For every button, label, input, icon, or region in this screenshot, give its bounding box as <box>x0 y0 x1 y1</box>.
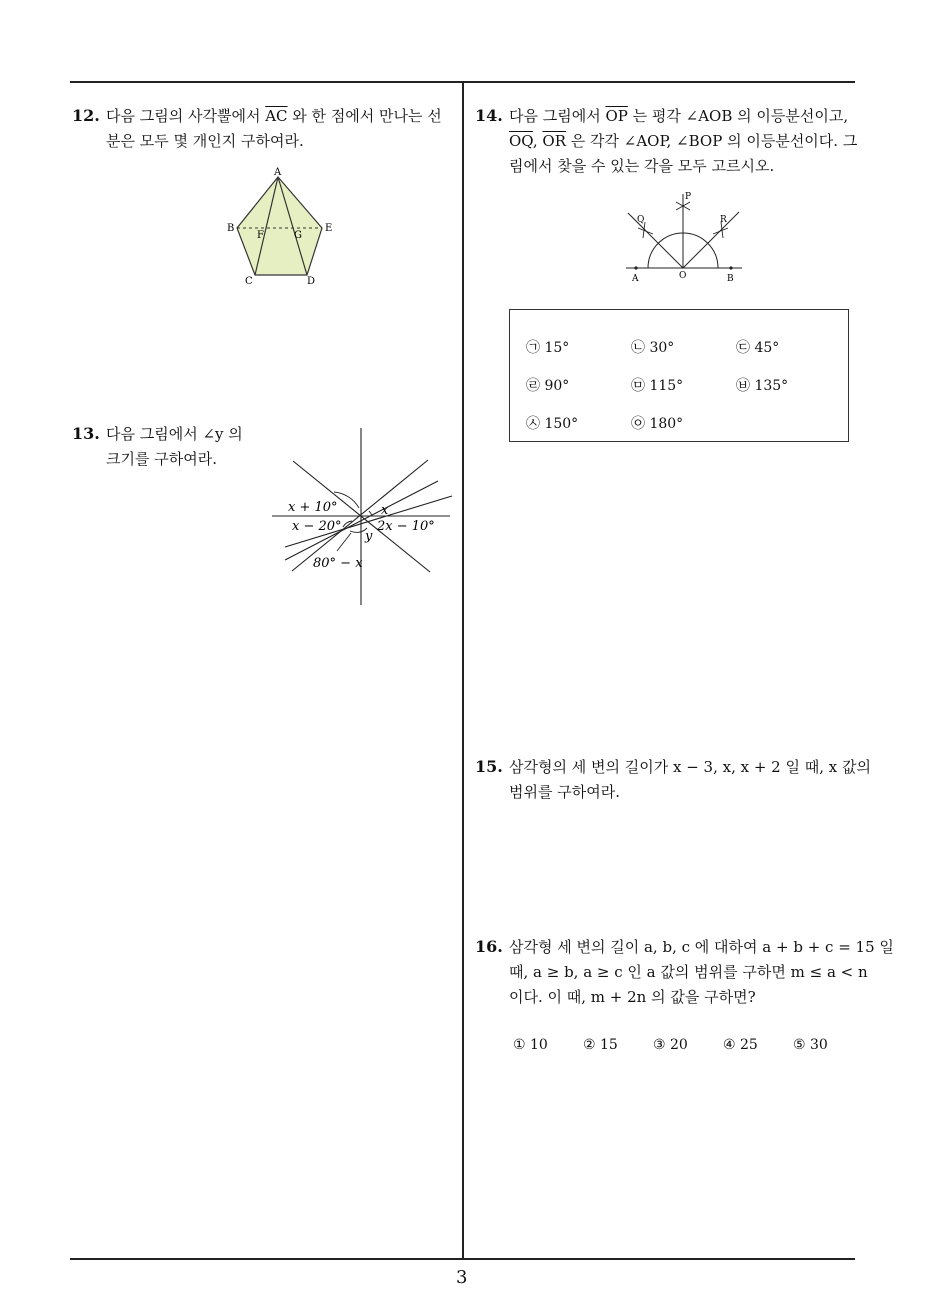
label-p: P <box>685 192 692 202</box>
label-x-minus-20: x − 20° <box>292 519 342 534</box>
question-14-number: 14. <box>475 106 503 125</box>
question-15-text <box>509 755 871 805</box>
label-c: C <box>245 276 253 287</box>
label-x-plus-10: x + 10° <box>288 500 338 515</box>
page-number: 3 <box>456 1267 468 1288</box>
label-y: y <box>365 529 373 544</box>
label-80-minus-x: 80° − x <box>313 556 363 571</box>
question-16-text <box>509 935 894 1010</box>
q14-choice-7: ㉦ 150° <box>526 416 579 432</box>
q14-choice-4: ㉣ 90° <box>526 378 570 394</box>
q16-line-1: 삼각형 세 변의 길이 a, b, c 에 대하여 a + b + c = 15 일 <box>509 938 894 956</box>
label-2x-minus-10: 2x − 10° <box>377 519 435 534</box>
q14-choice-6: ㉥ 135° <box>736 378 789 394</box>
label-r: R <box>720 215 727 225</box>
q12-text-b: 와 한 점에서 만나는 선 <box>287 107 442 125</box>
q14-choice-5: ㉤ 115° <box>631 378 684 394</box>
label-e: E <box>325 223 333 234</box>
q14-segment-oq: $\overline{OQ}$ <box>509 132 533 150</box>
point-a <box>634 266 637 269</box>
q14-text-2b: 은 각각 ∠AOP, ∠BOP 의 이등분선이다. 그 <box>566 132 858 150</box>
q16-choice-2: ② 15 <box>583 1037 618 1053</box>
q14-choice-8: ㉧ 180° <box>631 416 684 432</box>
q14-segment-op: $\overline{OP}$ <box>605 107 628 125</box>
q14-text-1a: 다음 그림에서 <box>509 107 606 125</box>
label-a: A <box>632 274 639 284</box>
q14-choice-2: ㉡ 30° <box>631 340 675 356</box>
label-o: O <box>679 271 687 281</box>
question-15-number: 15. <box>475 757 503 776</box>
q14-choice-1: ㉠ 15° <box>526 340 570 356</box>
q16-line-3: 이다. 이 때, m + 2n 의 값을 구하면? <box>509 988 756 1006</box>
q13-line-1: 다음 그림에서 ∠y 의 <box>106 425 243 443</box>
label-a: A <box>274 167 282 178</box>
q13-line-2: 크기를 구하여라. <box>106 450 217 468</box>
q16-choice-3: ③ 20 <box>653 1037 688 1053</box>
q14-segment-or: $\overline{OR}$ <box>542 132 566 150</box>
q14-line-3: 림에서 찾을 수 있는 각을 모두 고르시오. <box>509 157 775 175</box>
q16-choice-1: ① 10 <box>513 1037 548 1053</box>
label-b: B <box>227 223 235 234</box>
label-f: F <box>257 230 264 241</box>
q12-text-a: 다음 그림의 사각뿔에서 <box>106 107 266 125</box>
q14-sep: , <box>532 132 543 150</box>
q14-choice-3: ㉢ 45° <box>736 340 780 356</box>
label-d: D <box>307 276 316 287</box>
q16-line-2: 때, a ≥ b, a ≥ c 인 a 값의 범위를 구하면 m ≤ a < n <box>509 963 868 981</box>
q12-line-2: 분은 모두 몇 개인지 구하여라. <box>106 132 304 150</box>
label-g: G <box>294 230 302 241</box>
question-16-number: 16. <box>475 937 503 956</box>
question-12-number: 12. <box>72 106 100 125</box>
point-b <box>729 266 732 269</box>
label-b: B <box>727 274 734 284</box>
question-13-number: 13. <box>72 424 100 443</box>
q16-choice-4: ④ 25 <box>723 1037 758 1053</box>
label-q: Q <box>637 215 645 225</box>
q14-text-1b: 는 평각 ∠AOB 의 이등분선이고, <box>627 107 849 125</box>
label-x: x <box>381 503 389 518</box>
ray-or <box>683 212 739 268</box>
q16-choice-5: ⑤ 30 <box>793 1037 828 1053</box>
q15-line-1: 삼각형의 세 변의 길이가 x − 3, x, x + 2 일 때, x 값의 <box>509 758 871 776</box>
q15-line-2: 범위를 구하여라. <box>509 783 620 801</box>
q12-segment-ac: $\overline{AC}$ <box>265 107 288 125</box>
